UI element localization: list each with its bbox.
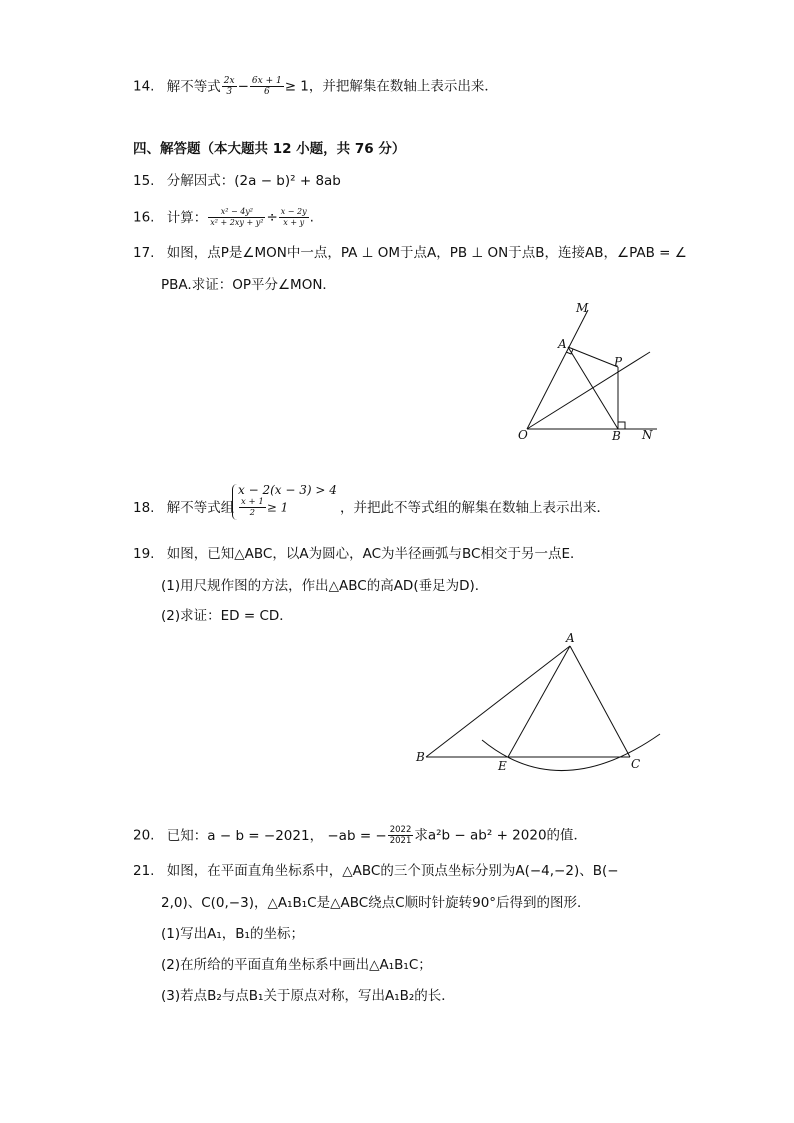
q14-minus: − [237,78,249,95]
segment-ba [426,646,570,757]
q16-number: 16. [133,209,155,226]
q16-fraction-1 [208,207,265,228]
q14-fraction-2-numerator: 6x + 1 [251,76,282,86]
q18-inequality-1: x − 2(x − 3) > 4 [238,483,337,497]
q15-text: 分解因式：(2a − b)² + 8ab [166,173,341,189]
question-16 [133,207,314,228]
q16-fraction-2-numerator: x − 2y [280,207,307,216]
question-15 [133,172,341,190]
question-19-line-3: (2)求证：ED = CD． [161,608,293,624]
segment-ae [508,646,570,757]
q14-fraction-1-denominator: 3 [226,87,233,97]
figure-19 [410,628,666,778]
question-21-line-1 [133,862,619,880]
q18-fraction-numerator: x + 1 [241,497,264,507]
q18-rest: ，并把此不等式组的解集在数轴上表示出来． [340,500,610,516]
q17-number: 17. [133,245,155,261]
q14-fraction-2 [250,76,284,97]
q16-fraction-2 [279,207,309,228]
figure-17 [500,296,670,446]
label-b: B [612,429,621,443]
question-17-line-1 [133,244,687,262]
q21-number: 21. [133,863,155,879]
q16-fraction-1-denominator: x² + 2xy + y² [210,218,264,227]
q17-line-1-text: 如图，点P是∠MON中一点，PA ⊥ OM于点A，PB ⊥ ON于点B，连接AB，∠PAB = ∠ [166,245,687,261]
q20-fraction [388,825,414,846]
q20-rest: 求a²b − ab² + 2020的值． [414,827,588,844]
segment-ab [568,347,618,429]
q16-fraction-1-numerator: x² − 4y² [208,207,265,218]
q19-number: 19. [133,546,155,562]
q16-divide: ÷ [266,209,278,226]
q14-prefix: 解不等式 [166,78,221,95]
q20-prefix: 已知：a − b = −2021， −ab = − [166,827,387,844]
system-brace [232,484,237,520]
q14-fraction-1 [222,76,237,97]
q18-number: 18. [133,500,155,516]
q18-fraction-denominator: 2 [249,508,256,518]
question-21-line-5: (3)若点B₂与点B₁关于原点对称，写出A₁B₂的长． [161,988,455,1004]
question-21-line-2: 2,0)、C(0,−3)，△A₁B₁C是△ABC绕点C顺时针旋转90°后得到的图形． [161,895,591,911]
segment-pa [568,347,618,367]
question-21-line-4: (2)在所给的平面直角坐标系中画出△A₁B₁C； [161,957,432,973]
question-20 [133,825,587,846]
question-19-line-2: (1)用尺规作图的方法，作出△ABC的高AD(垂足为D)． [161,578,489,594]
label-a: A [566,631,575,645]
question-21-line-3: (1)写出A₁，B₁的坐标； [161,926,304,942]
question-19-line-1 [133,545,584,563]
q18-fraction [239,497,266,518]
question-14 [133,76,498,97]
q15-number: 15. [133,173,155,189]
q16-fraction-2-denominator: x + y [283,218,305,227]
section-heading: 四、解答题（本大题共 12 小题，共 76 分） [133,141,406,157]
q18-inequality-2 [238,497,288,518]
q14-rest: ≥ 1，并把解集在数轴上表示出来． [284,78,498,95]
q14-number: 14. [133,78,155,95]
label-p: P [614,355,623,369]
ray-op [527,352,650,429]
label-b: B [416,750,425,764]
question-17-line-2: PBA.求证：OP平分∠MON． [161,277,336,293]
q18-lead [133,499,234,517]
label-o: O [518,428,528,442]
q18-inequality-2-tail: ≥ 1 [266,500,289,515]
q20-fraction-numerator: 2022 [389,825,412,835]
label-n: N [642,428,653,442]
q20-number: 20. [133,827,155,844]
label-m: M [576,301,589,315]
label-e: E [498,759,507,773]
q19-line-1-text: 如图，已知△ABC，以A为圆心，AC为半径画弧与BC相交于另一点E． [166,546,584,562]
q14-fraction-1-numerator: 2x [223,76,235,86]
ray-om [527,310,588,429]
q20-fraction-denominator: 2021 [389,836,412,846]
label-a: A [558,337,567,351]
right-angle-mark-b [618,422,625,429]
q16-end: . [309,209,314,226]
q21-line-1-text: 如图，在平面直角坐标系中，△ABC的三个顶点坐标分别为A(−4,−2)、B(− [166,863,619,879]
q14-fraction-2-denominator: 6 [263,87,270,97]
q18-prefix: 解不等式组 [166,500,235,516]
label-c: C [631,757,641,771]
segment-ac [570,646,630,757]
q16-prefix: 计算： [166,209,208,226]
